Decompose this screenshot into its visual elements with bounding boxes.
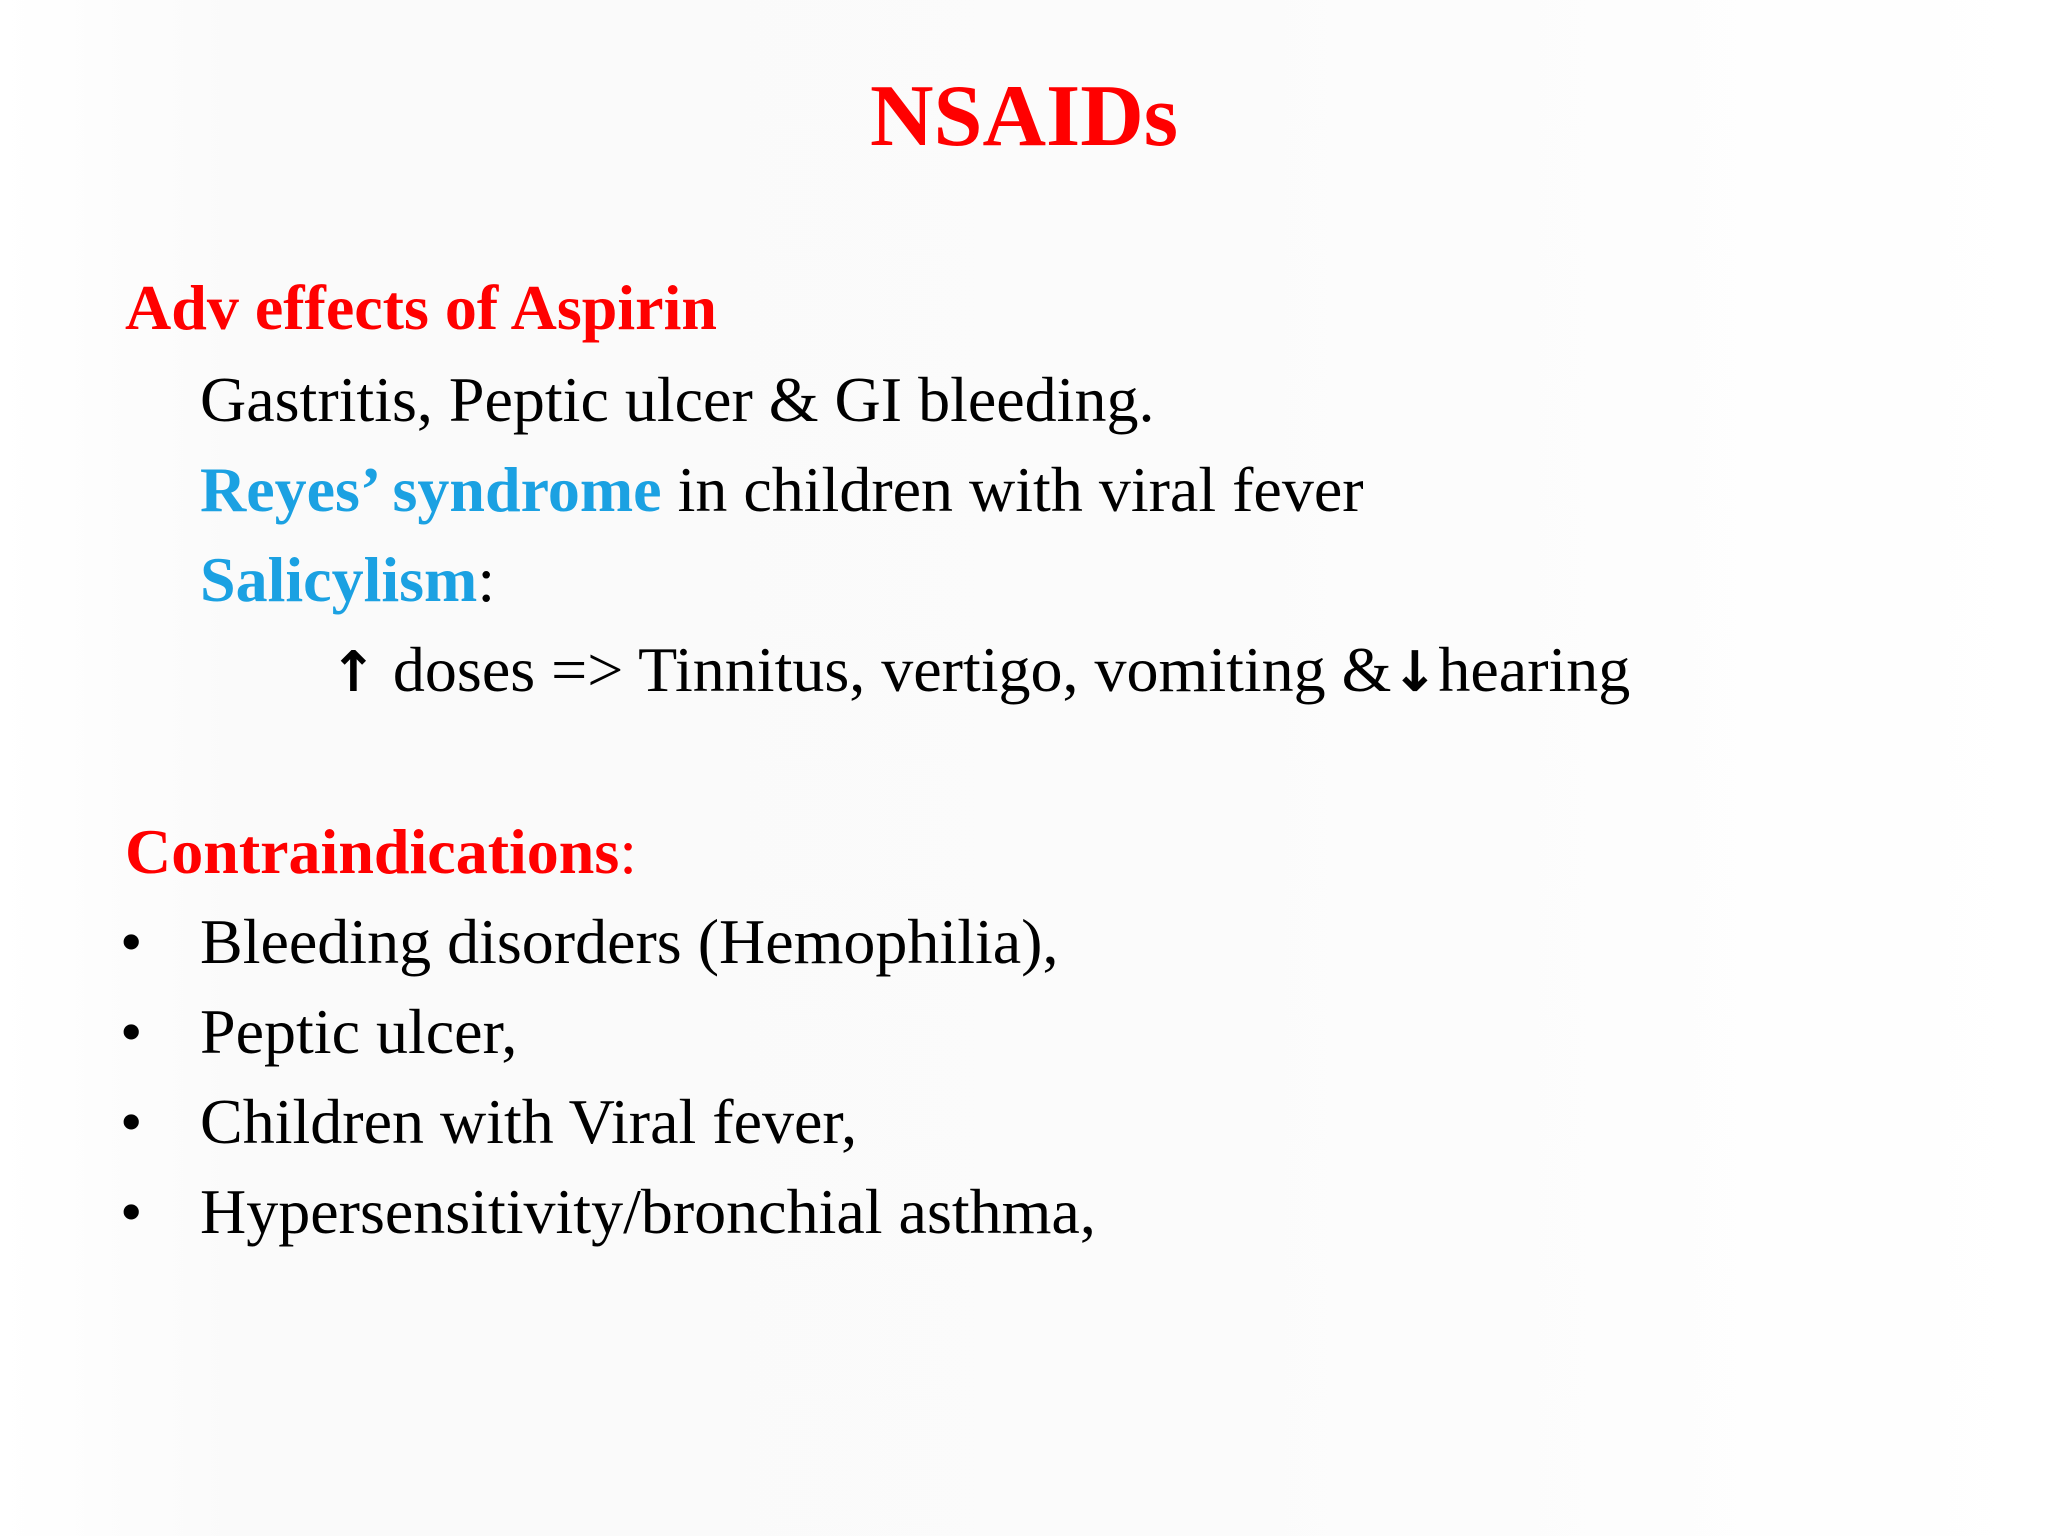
contraindications-colon: : xyxy=(619,816,638,887)
up-arrow-icon: ↑ xyxy=(330,640,377,705)
bullet-icon: • xyxy=(120,996,143,1067)
salicylism-colon: : xyxy=(477,544,496,615)
bullet-icon: • xyxy=(120,1176,143,1247)
salicylism-term: Salicylism xyxy=(200,544,478,615)
reyes-syndrome-term: Reyes’ syndrome xyxy=(200,454,662,525)
salicylism-detail-text: doses => Tinnitus, vertigo, vomiting & xyxy=(376,634,1392,705)
salicylism-detail xyxy=(330,630,1630,713)
slide-title: NSAIDs xyxy=(869,68,1179,165)
salicylism-detail-hearing: hearing xyxy=(1438,634,1631,705)
adverse-effect-gi-text: Gastritis, Peptic ulcer & GI bleeding. xyxy=(200,364,1155,435)
down-arrow-icon: ↓ xyxy=(1391,640,1439,705)
contraindications-heading: Contraindications xyxy=(125,816,620,887)
bullet-icon: • xyxy=(120,1086,143,1157)
adverse-effects-heading: Adv effects of Aspirin xyxy=(125,272,717,343)
contraindication-item: Hypersensitivity/bronchial asthma, xyxy=(200,1176,1096,1247)
bullet-icon: • xyxy=(120,906,143,977)
adverse-effect-gi xyxy=(200,360,1154,440)
contraindication-item: Children with Viral fever, xyxy=(200,1086,858,1157)
reyes-syndrome-text: in children with viral fever xyxy=(661,454,1364,525)
adverse-effect-reyes xyxy=(200,450,1364,530)
contraindication-item: Bleeding disorders (Hemophilia), xyxy=(200,906,1059,977)
adverse-effect-salicylism xyxy=(200,540,495,620)
contraindication-item: Peptic ulcer, xyxy=(200,996,518,1067)
contraindications-heading-line xyxy=(125,812,637,892)
